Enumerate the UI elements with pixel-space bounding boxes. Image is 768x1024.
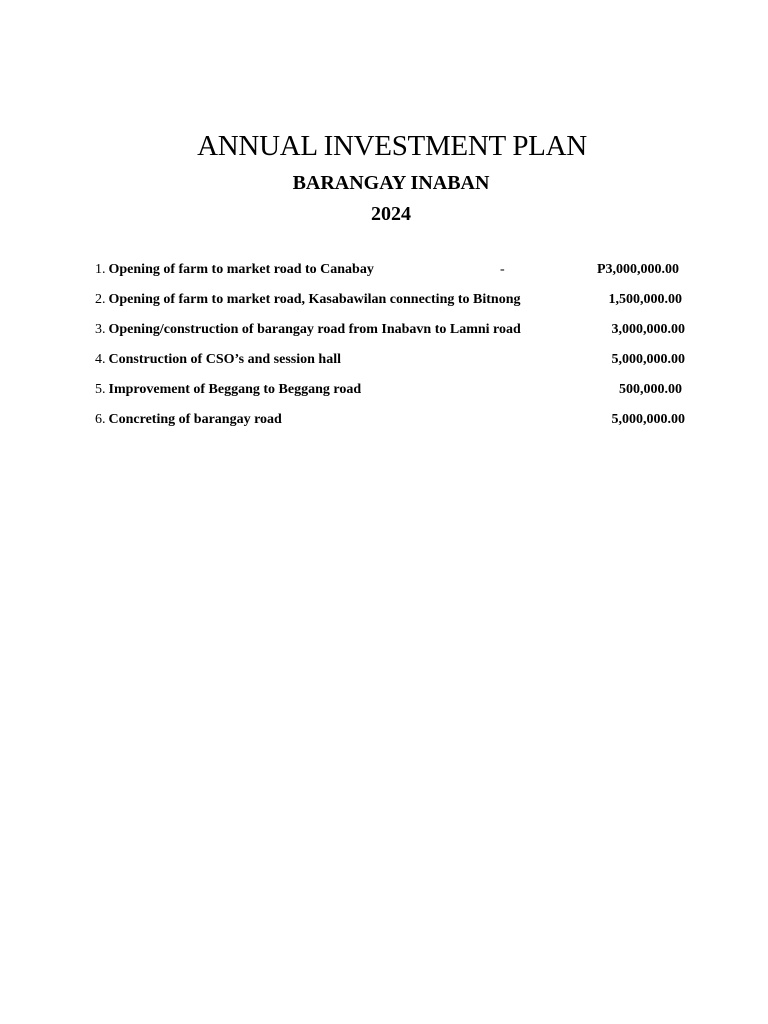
list-item — [95, 290, 520, 310]
item-number: 4. — [95, 352, 106, 367]
item-number: 5. — [95, 382, 106, 397]
document-subtitle: BARANGAY INABAN — [292, 172, 490, 194]
document-title: ANNUAL INVESTMENT PLAN — [197, 130, 587, 162]
item-number: 1. — [95, 262, 106, 277]
item-description: Improvement of Beggang to Beggang road — [108, 382, 362, 397]
item-number: 3. — [95, 322, 106, 337]
item-description: Concreting of barangay road — [108, 412, 282, 427]
item-separator: - — [500, 262, 505, 277]
item-amount: 5,000,000.00 — [611, 412, 685, 427]
list-item — [95, 350, 341, 370]
item-description: Opening/construction of barangay road from Inabavn to Lamni road — [108, 322, 521, 337]
item-amount: 1,500,000.00 — [608, 292, 682, 307]
item-number: 2. — [95, 292, 106, 307]
item-description: Opening of farm to market road, Kasabawilan connecting to Bitnong — [108, 292, 521, 307]
item-amount: 3,000,000.00 — [611, 322, 685, 337]
list-item — [95, 260, 374, 280]
list-item — [95, 380, 361, 400]
item-number: 6. — [95, 412, 106, 427]
list-item — [95, 320, 521, 340]
list-item — [95, 410, 282, 430]
item-amount: 500,000.00 — [619, 382, 682, 397]
item-amount: 5,000,000.00 — [611, 352, 685, 367]
item-amount: P3,000,000.00 — [596, 262, 679, 277]
item-description: Opening of farm to market road to Canabay — [108, 262, 374, 277]
document-year: 2024 — [371, 203, 411, 225]
item-description: Construction of CSO’s and session hall — [108, 352, 341, 367]
